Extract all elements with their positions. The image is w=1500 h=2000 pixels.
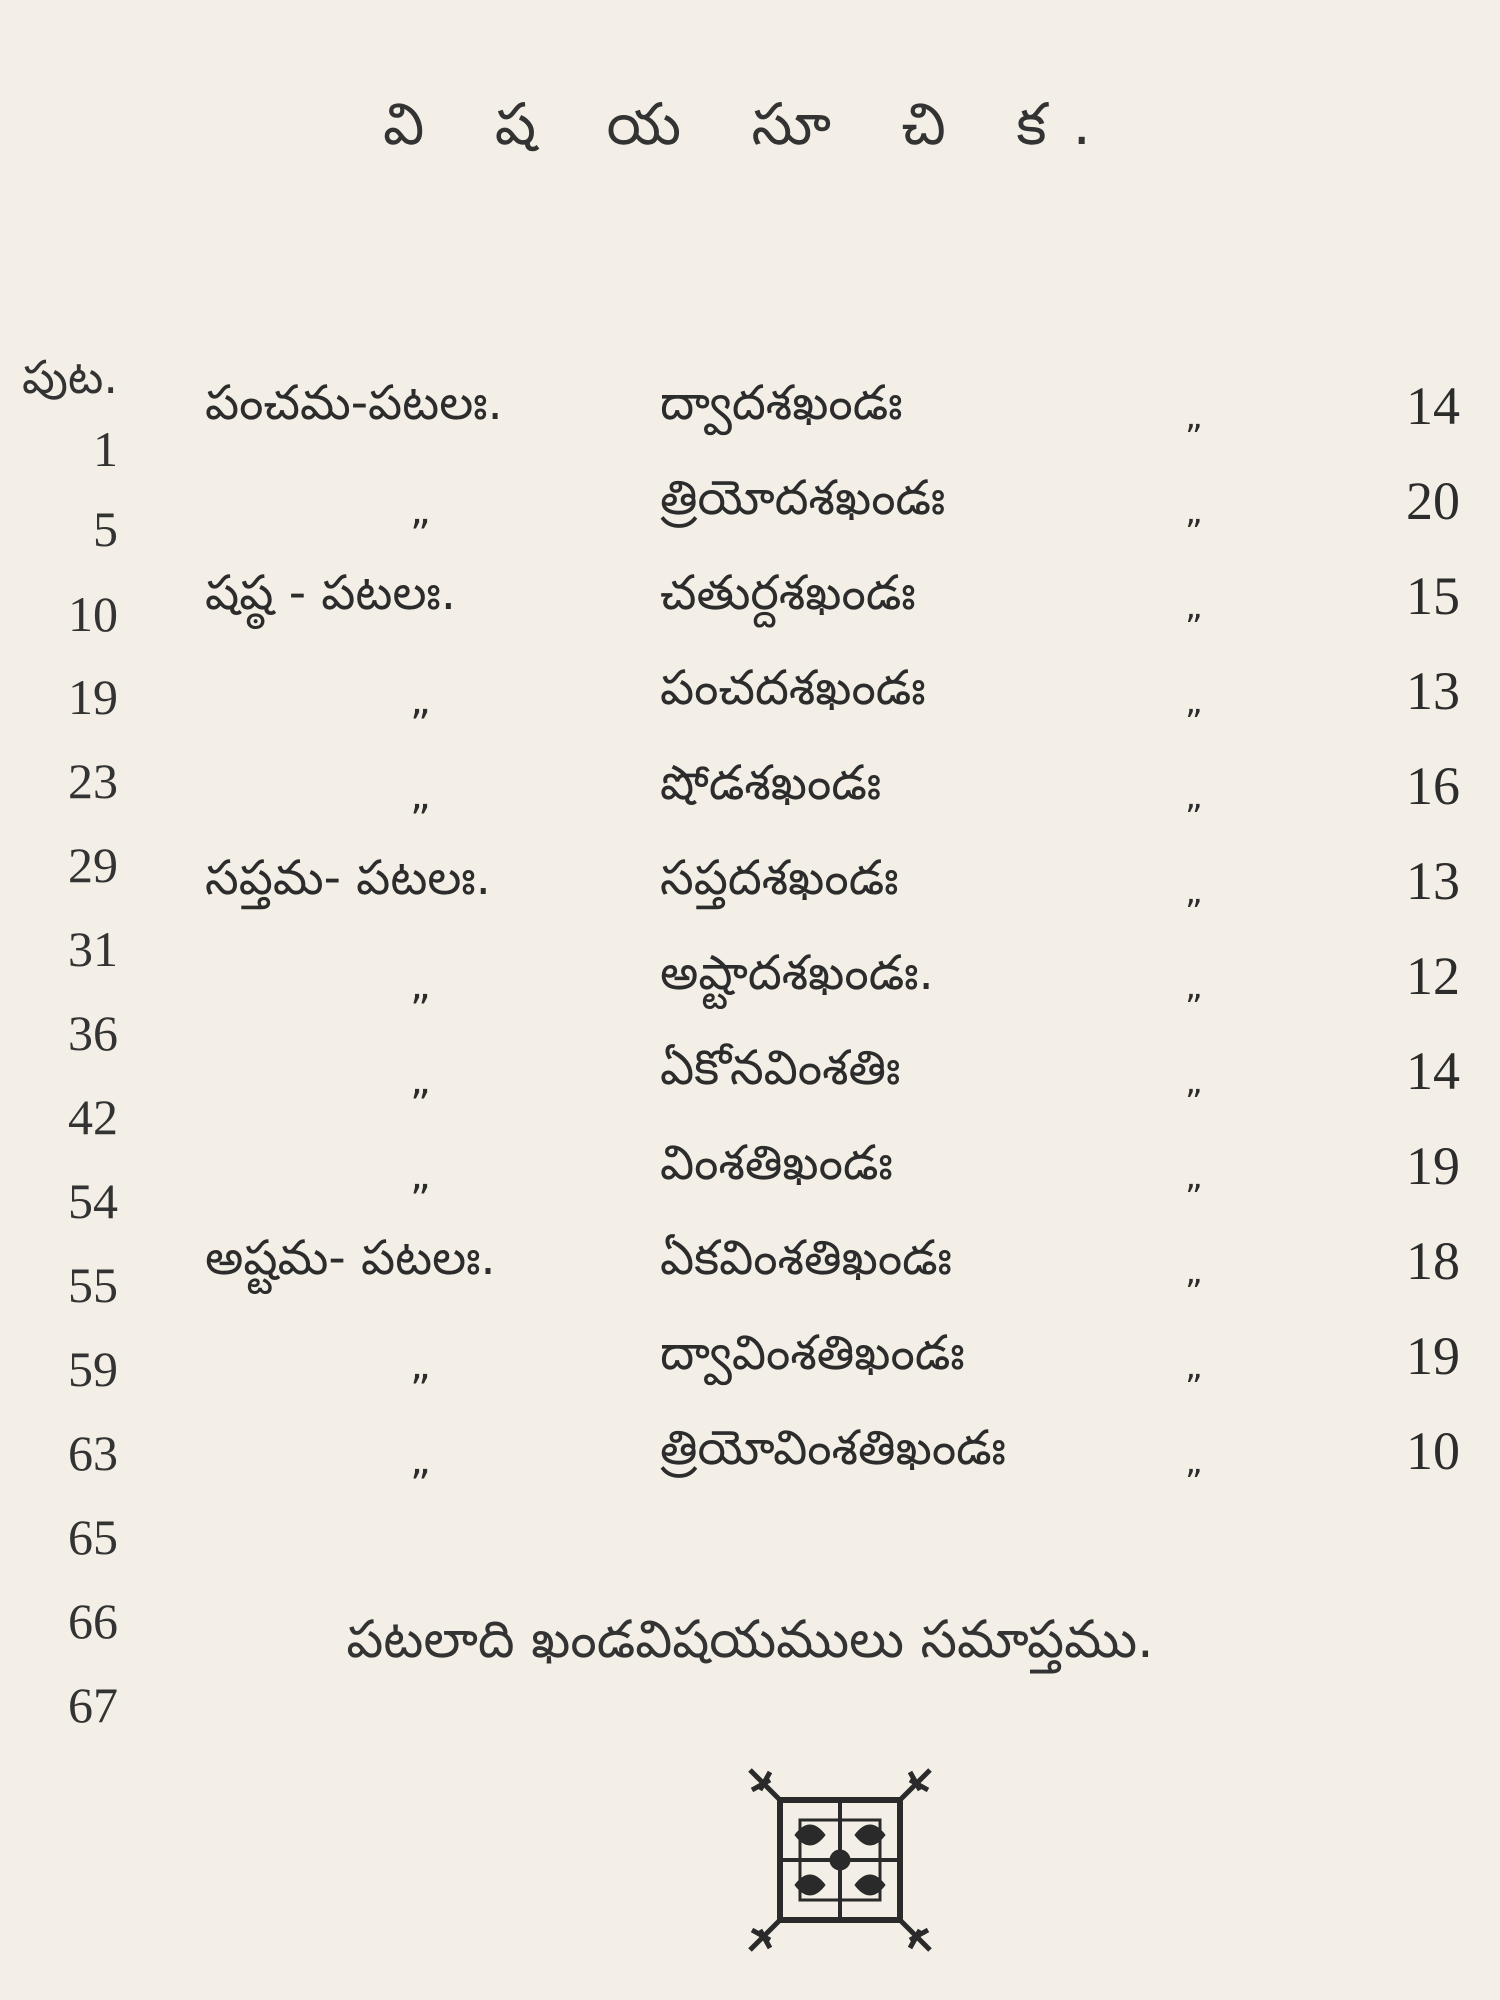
khanda-name: సప్తదశఖండః (660, 850, 899, 906)
toc-row (0, 945, 1500, 1035)
ditto-mark: „ (1185, 587, 1203, 627)
khanda-name: అష్టాదశఖండః. (660, 945, 934, 1001)
khanda-name: త్రియోవింశతిఖండః (660, 1420, 1006, 1476)
page-number: 36 (68, 1005, 118, 1061)
ditto-mark: „ (1185, 872, 1203, 912)
toc-row (0, 660, 1500, 750)
page-count: 19 (1406, 1326, 1460, 1386)
ditto-mark: „ (1185, 1347, 1203, 1387)
ditto-mark: „ (410, 1343, 431, 1389)
patala-name: అష్టమ- పటలః. (205, 1230, 496, 1286)
ditto-mark: „ (1185, 397, 1203, 437)
patala-name: సప్తమ- పటలః. (205, 850, 491, 906)
toc-row (0, 1040, 1500, 1130)
toc-row (0, 1325, 1500, 1415)
patala-name: షష్ఠ - పటలః. (205, 565, 456, 621)
toc-row (0, 565, 1500, 655)
ditto-mark: „ (410, 963, 431, 1009)
ornament-icon (740, 1760, 940, 1960)
page-number: 31 (68, 921, 118, 977)
ditto-mark: „ (1185, 1442, 1203, 1482)
ditto-mark: „ (1185, 967, 1203, 1007)
page-count: 15 (1406, 566, 1460, 626)
page-number: 19 (68, 669, 118, 725)
ditto-mark: „ (1185, 1157, 1203, 1197)
ditto-mark: „ (410, 773, 431, 819)
ditto-mark: „ (410, 678, 431, 724)
page-count: 19 (1406, 1136, 1460, 1196)
page-number: 1 (93, 421, 118, 477)
toc-row (0, 470, 1500, 560)
closing-line: పటలాది ఖండవిషయములు సమాప్తము. (346, 1610, 1154, 1670)
page-count: 14 (1406, 1041, 1460, 1101)
page-column-header: పుట. (21, 350, 118, 404)
toc-row (0, 1135, 1500, 1225)
khanda-name: త్రియోదశఖండః (660, 470, 946, 526)
khanda-name: చతుర్దశఖండః (660, 565, 916, 621)
ditto-mark: „ (1185, 682, 1203, 722)
page-count: 16 (1406, 756, 1460, 816)
page-title: వి ష య సూ చి క. (383, 90, 1117, 158)
khanda-name: ద్వాదశఖండః (660, 375, 903, 431)
ditto-mark: „ (1185, 777, 1203, 817)
khanda-name: ద్వావింశతిఖండః (660, 1325, 965, 1381)
toc-row (0, 1420, 1500, 1510)
khanda-name: ఏకోనవింశతిః (660, 1040, 901, 1096)
page-count: 10 (1406, 1421, 1460, 1481)
page-number: 29 (68, 837, 118, 893)
khanda-name: షోడశఖండః (660, 755, 882, 811)
khanda-name: ఏకవింశతిఖండః (660, 1230, 952, 1286)
toc-row (0, 1230, 1500, 1320)
page-count: 14 (1406, 376, 1460, 436)
page-number: 66 (68, 1593, 118, 1649)
page-count: 12 (1406, 946, 1460, 1006)
page-number: 55 (68, 1257, 118, 1313)
page-number: 59 (68, 1341, 118, 1397)
ditto-mark: „ (410, 1058, 431, 1104)
ditto-mark: „ (1185, 1252, 1203, 1292)
ditto-mark: „ (410, 488, 431, 534)
page-number: 67 (68, 1677, 118, 1733)
ditto-mark: „ (410, 1153, 431, 1199)
patala-name: పంచమ-పటలః. (205, 375, 503, 431)
page-number: 63 (68, 1425, 118, 1481)
page-count: 18 (1406, 1231, 1460, 1291)
toc-row (0, 375, 1500, 465)
page-number: 23 (68, 753, 118, 809)
page-number: 54 (68, 1173, 118, 1229)
toc-row (0, 850, 1500, 940)
ditto-mark: „ (1185, 1062, 1203, 1102)
ditto-mark: „ (1185, 492, 1203, 532)
khanda-name: వింశతిఖండః (660, 1135, 893, 1191)
page-number: 42 (68, 1089, 118, 1145)
page-count: 20 (1406, 471, 1460, 531)
ditto-mark: „ (410, 1438, 431, 1484)
toc-row (0, 755, 1500, 845)
khanda-name: పంచదశఖండః (660, 660, 926, 716)
page-count: 13 (1406, 851, 1460, 911)
page-number: 65 (68, 1509, 118, 1565)
page-count: 13 (1406, 661, 1460, 721)
page-number: 5 (93, 501, 118, 557)
page-number: 10 (68, 586, 118, 642)
